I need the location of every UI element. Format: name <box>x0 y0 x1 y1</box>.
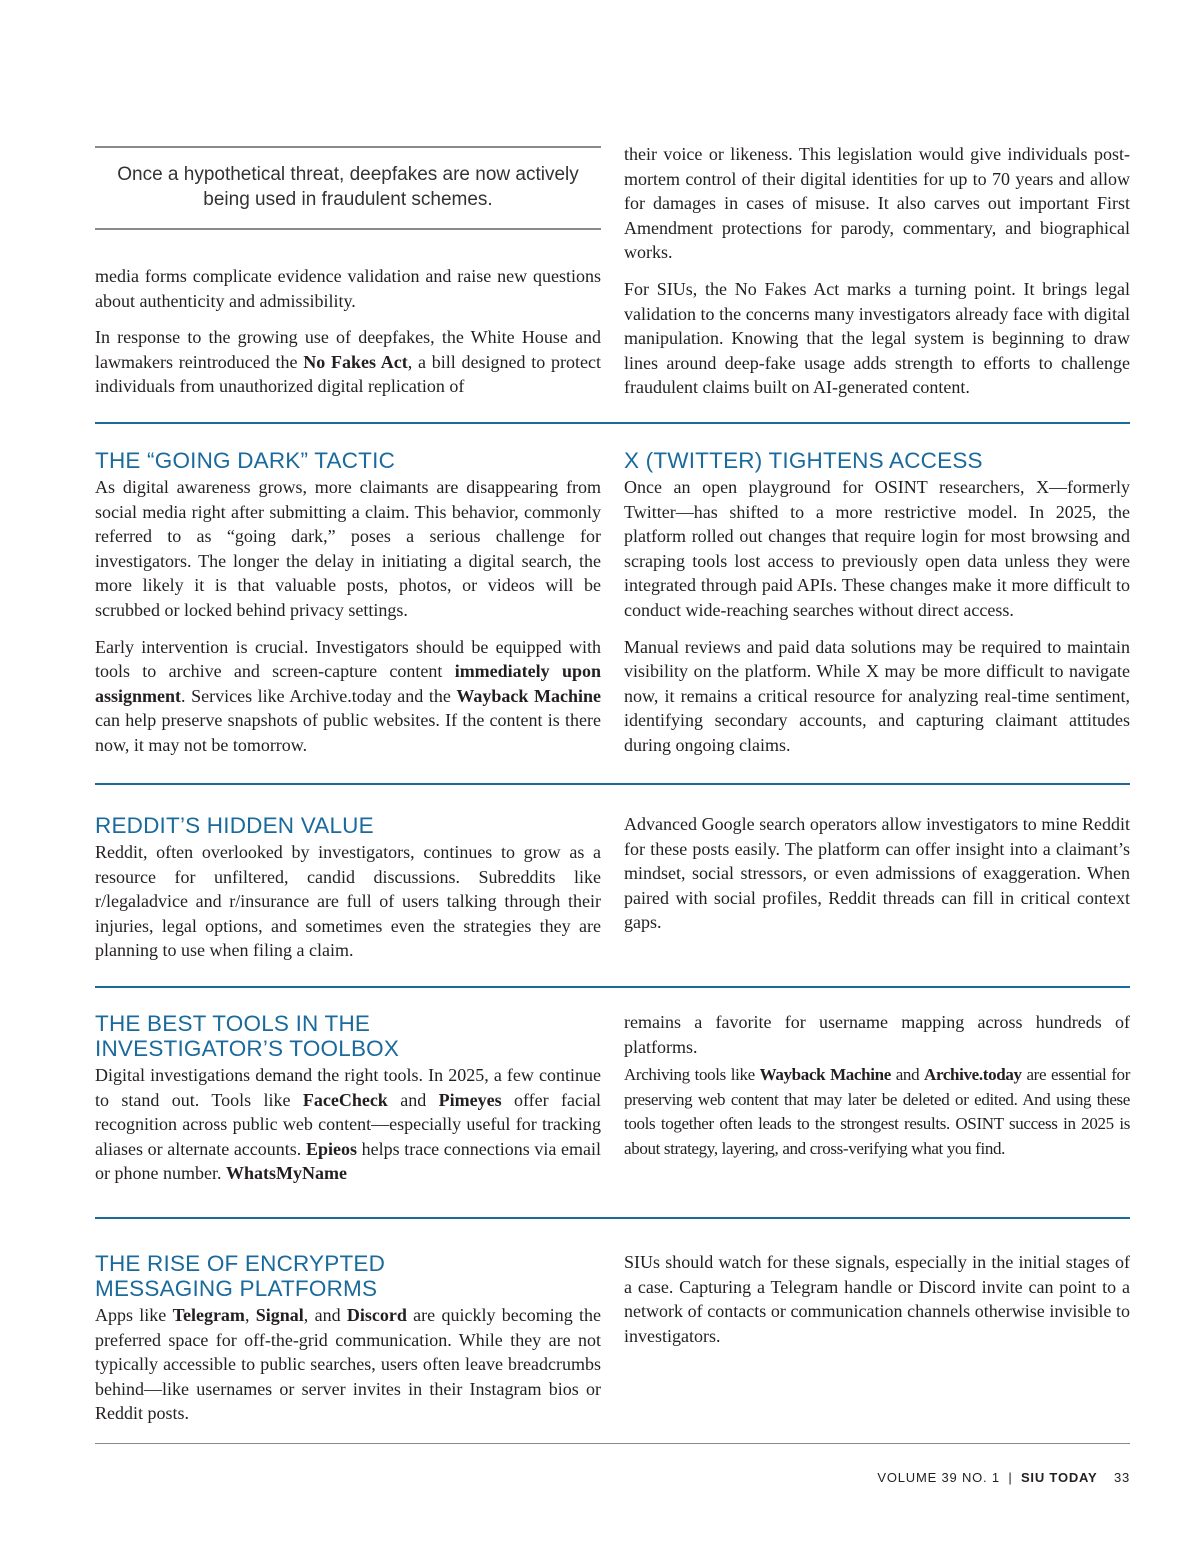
intro-left-paragraph: media forms complicate evidence validation and raise new questions about authenticity and admissibility. <box>95 266 601 311</box>
text-run: Early intervention is crucial. Investigators should be equipped with tools to archive and screen-capture content <box>95 636 601 682</box>
section-paragraph <box>95 1303 601 1426</box>
intro-right-paragraph: For SIUs, the No Fakes Act marks a turning point. It brings legal validation to the concerns many investigators already face with digital manipulation. Knowing that the legal system is beginning to draw lines around deep-fake usage adds strength to efforts to challenge fraudulent claims built on AI-generated content. <box>624 278 1130 398</box>
text-run: Apps like <box>95 1305 173 1325</box>
section-divider <box>95 986 1130 988</box>
bold-text: Signal <box>255 1305 304 1325</box>
text-run: Digital investigations demand the right tools. In 2025, a few continue to stand out. Tools like <box>95 1065 601 1110</box>
bold-text: FaceCheck <box>302 1089 388 1110</box>
section-divider <box>95 1217 1130 1219</box>
reddit-section <box>95 813 601 975</box>
pull-quote-bottom-rule <box>95 228 601 230</box>
bold-text: WhatsMyName <box>225 1163 347 1184</box>
section-paragraph: SIUs should watch for these signals, especially in the initial stages of a case. Capturing a Telegram handle or Discord invite can point to a network of contacts or communication channels otherwise invisible to investigators. <box>624 1252 1130 1346</box>
text-run: , a bill designed to protect individuals from unauthorized digital replication of <box>95 351 601 397</box>
section-paragraph: remains a favorite for username mapping across hundreds of platforms. <box>624 1012 1130 1057</box>
text-run: In response to the growing use of deepfakes, the White House and lawmakers reintroduced the <box>95 327 601 372</box>
tools-continued <box>624 1010 1130 1174</box>
footer-publication: SIU TODAY <box>1020 1470 1098 1485</box>
section-heading: REDDIT’S HIDDEN VALUE <box>95 813 374 838</box>
section-heading: THE “GOING DARK” TACTIC <box>95 448 396 473</box>
text-run: are essential for preserving web content that may later be deleted or edited. And using these tools together often leads to the strongest results. OSINT success in 2025 is about strategy, layering, and cross-verifying what you find. <box>624 1065 1130 1158</box>
section-paragraph <box>95 635 601 758</box>
bold-text: Epieos <box>305 1138 357 1159</box>
section-heading: THE RISE OF ENCRYPTED MESSAGING PLATFORMS <box>95 1251 386 1301</box>
bold-text: Wayback Machine <box>759 1065 891 1085</box>
text-run: , <box>244 1305 256 1325</box>
encrypted-section <box>95 1251 601 1438</box>
pull-quote: Once a hypothetical threat, deepfakes are now actively being used in fraudulent schemes. <box>117 164 579 210</box>
section-paragraph: Reddit, often overlooked by investigators, continues to grow as a resource for unfiltered, candid discussions. Subreddits like r/legaladvice and r/insurance are full of users talking through their injuries, legal options, and sometimes even the strategies they are planning to use when filing a claim. <box>95 842 601 961</box>
tools-section <box>95 1011 601 1198</box>
intro-left-column <box>95 264 601 411</box>
intro-right-paragraph: their voice or likeness. This legislation would give individuals post-mortem control of their digital identities for up to 70 years and allow for damages in cases of misuse. It also carves out important First Amendment protections for parody, commentary, and biographical works. <box>624 144 1130 263</box>
section-heading: THE BEST TOOLS IN THE INVESTIGATOR’S TOOLBOX <box>95 1011 400 1061</box>
text-run: , and <box>303 1305 347 1325</box>
section-paragraph: As digital awareness grows, more claimants are disappearing from social media right after submitting a claim. This behavior, commonly referred to as “going dark,” poses a serious challenge for investigators. The longer the delay in initiating a digital search, the more likely it is that valuable posts, photos, or videos will be scrubbed or locked behind privacy settings. <box>95 477 601 620</box>
bold-text: Archive.today <box>924 1065 1022 1085</box>
bold-text: Discord <box>346 1305 407 1325</box>
section-paragraph: Once an open playground for OSINT researchers, X—formerly Twitter—has shifted to a more restrictive model. In 2025, the platform rolled out changes that require login for most browsing and scraping tools lost access to previously open data unless they were integrated through paid APIs. These changes make it more difficult to conduct wide-reaching searches without direct access. <box>624 477 1130 620</box>
footer-volume: VOLUME 39 NO. 1 <box>877 1470 1000 1485</box>
bold-text: immediately upon assignment <box>95 661 601 706</box>
text-run: and <box>890 1065 925 1085</box>
pull-quote-top-rule <box>95 146 601 148</box>
intro-left-paragraph <box>95 325 601 399</box>
encrypted-continued <box>624 1250 1130 1360</box>
text-run: and <box>387 1089 439 1110</box>
section-paragraph: Manual reviews and paid data solutions may be required to maintain visibility on the platform. While X may be more difficult to navigate now, it remains a critical resource for analyzing real-time sentiment, identifying secondary accounts, and capturing claimant attitudes during ongoing claims. <box>624 636 1130 755</box>
twitter-section <box>624 448 1130 770</box>
intro-right-column <box>624 142 1130 412</box>
text-run: helps trace connections via email or phone number. <box>95 1138 602 1184</box>
going-dark-section <box>95 448 601 770</box>
bold-text: No Fakes Act <box>303 351 408 372</box>
bold-text: Pimeyes <box>438 1089 502 1110</box>
text-run: offer facial recognition across public web content—especially useful for tracking aliases or alternate accounts. <box>95 1089 601 1159</box>
footer-separator: | <box>1008 1470 1013 1485</box>
bold-text: Wayback Machine <box>456 685 601 706</box>
page-number: 33 <box>1113 1470 1130 1485</box>
reddit-continued <box>624 812 1130 947</box>
section-paragraph <box>95 1063 601 1186</box>
page-footer <box>877 1470 1130 1485</box>
bold-text: Telegram <box>172 1305 245 1325</box>
section-paragraph: Advanced Google search operators allow investigators to mine Reddit for these posts easily. The platform can offer insight into a claimant’s mindset, social stressors, or even admissions of exaggeration. When paired with social profiles, Reddit threads can fill in critical context gaps. <box>624 814 1130 933</box>
section-divider <box>95 422 1130 424</box>
section-paragraph <box>624 1063 1130 1161</box>
footer-rule <box>95 1443 1130 1444</box>
text-run: can help preserve snapshots of public websites. If the content is there now, it may not be tomorrow. <box>95 710 601 755</box>
text-run: Archiving tools like <box>624 1065 760 1085</box>
text-run: . Services like Archive.today and the <box>181 685 457 706</box>
text-run: are quickly becoming the preferred space for off-the-grid communication. While they are not typically accessible to public searches, users often leave breadcrumbs behind—like usernames or server invites in their Instagram bios or Reddit posts. <box>95 1305 602 1424</box>
section-heading: X (TWITTER) TIGHTENS ACCESS <box>624 448 983 473</box>
section-divider <box>95 783 1130 785</box>
